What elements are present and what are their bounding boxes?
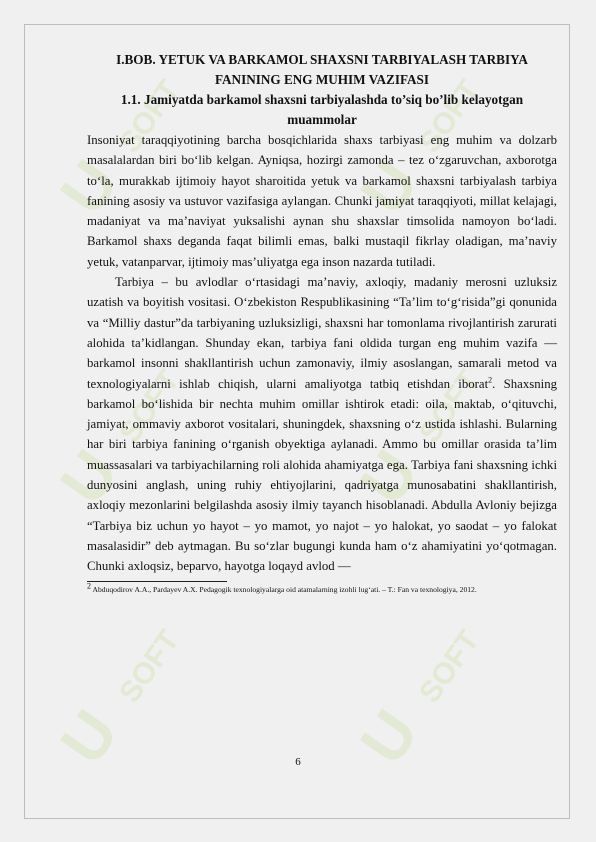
watermark-logo: U (346, 697, 432, 777)
footnote-divider (87, 581, 227, 582)
chapter-title-line1: I.BOB. YETUK VA BARKAMOL SHAXSNI TARBIYALASH TARBIYA (116, 52, 528, 67)
footnote-mark: 2 (87, 581, 91, 590)
footnote (87, 581, 557, 595)
watermark-logo: U (46, 437, 132, 517)
watermark-logo: U (46, 147, 132, 227)
paragraph-2-text-a: Tarbiya – bu avlodlar o‘rtasidagi ma’naviy, axloqiy, madaniy merosni uzluksiz uzatish va boyitish vositasi. O‘zbekiston Respublikasining “Ta’lim to‘g‘risida”gi qonunida va “Milliy dastur”da tarbiyaning uzluksizligi, shaxsni har tomonlama rivojlantirish zarurati alohida ta’kidlangan. Shunday ekan, tarbiya fani oldida turgan eng muhim vazifa — barkamol insonni shakllantirish uchun zamonaviy, ilmiy asoslangan, samarali metod va texnologiyalarni ishlab chiqish, ularni amaliyotga tatbiq etishdan iborat (87, 275, 557, 391)
chapter-title-line2: FANINING ENG MUHIM VAZIFASI (214, 72, 430, 87)
section-title-line2: muammolar (287, 112, 357, 127)
watermark-logo: U (346, 437, 432, 517)
footnote-reference[interactable]: 2 (488, 375, 493, 385)
watermark-text: SOFT (413, 74, 487, 159)
paragraph-2-text-b: . Shaxsning barkamol bo‘lishida bir nechta muhim omillar ishtirok etadi: oila, maktab, o‘qituvchi, jamiyat, ommaviy axborot vositalari, shuningdek, shaxsning o‘z ustida ishlashi. Bularning har biri tarbiya fanining o‘rganish obyektiga aylanadi. Ammo bu omillar orasida ta’lim muassasalari va tarbiyachilarning roli alohida ahamiyatga ega. Tarbiya fani shaxsning ichki dunyosini anglash, uning ruhiy ehtiyojlarini, qadriyatga munosabatini shakllantirish, axloqiy mezonlarini belgilashda asosiy ilmiy tayanch hisoblanadi. Abdulla Avloniy bejizga “Tarbiya biz uchun yo hayot – yo mamot, yo najot – yo halokat, yo saodat – yo falokat masalasidir” deb aytmagan. Bu so‘zlar bugungi kunda ham o‘z ahamiyatini yo‘qotmagan. Chunki axloqsiz, beparvo, hayotga loqayd avlod — (87, 376, 557, 574)
watermark-text: SOFT (113, 74, 187, 159)
watermark-text: SOFT (113, 364, 187, 449)
page-number: 6 (295, 756, 301, 768)
paragraph-1: Insoniyat taraqqiyotining barcha bosqichlarida shaxs tarbiyasi eng muhim va dolzarb masalalardan biri bo‘lib kelgan. Ayniqsa, hozirgi zamonda – tez o‘zgaruvchan, axborotga to‘la, murakkab ijtimoiy hayot sharoitida yetuk va barkamol shaxsni tarbiyalash tarbiya fanining asosiy va ustuvor vazifasiga aylangan. Chunki jamiyat taraqqiyoti, millat kelajagi, madaniyat va ma’naviyat yuksalishi aynan shu shaxslar timsolida namoyon bo‘ladi. Barkamol shaxs deganda faqat bilimli emas, balki mustaqil fikrlay oladigan, ma’naviy yetuk, vatanparvar, ijtimoiy mas’uliyatga ega inson nazarda tutiladi. (87, 133, 557, 269)
chapter-title (87, 50, 557, 90)
paragraph-2 (87, 272, 557, 576)
section-title-line1: 1.1. Jamiyatda barkamol shaxsni tarbiyalashda to’siq bo’lib kelayotgan (120, 92, 524, 107)
footnote-text: Abduqodirov A.A., Pardayev A.X. Pedagogik texnologiyalarga oid atamalarning izohli lug‘ati. – T.: Fan va texnologiya, 2012. (91, 584, 477, 594)
watermark-logo: U (346, 147, 432, 227)
watermark-text: SOFT (413, 624, 487, 709)
section-title (87, 90, 557, 130)
watermark-text: SOFT (113, 624, 187, 709)
watermark-logo: U (46, 697, 132, 777)
watermark-text: SOFT (413, 364, 487, 449)
page-content (87, 50, 557, 595)
